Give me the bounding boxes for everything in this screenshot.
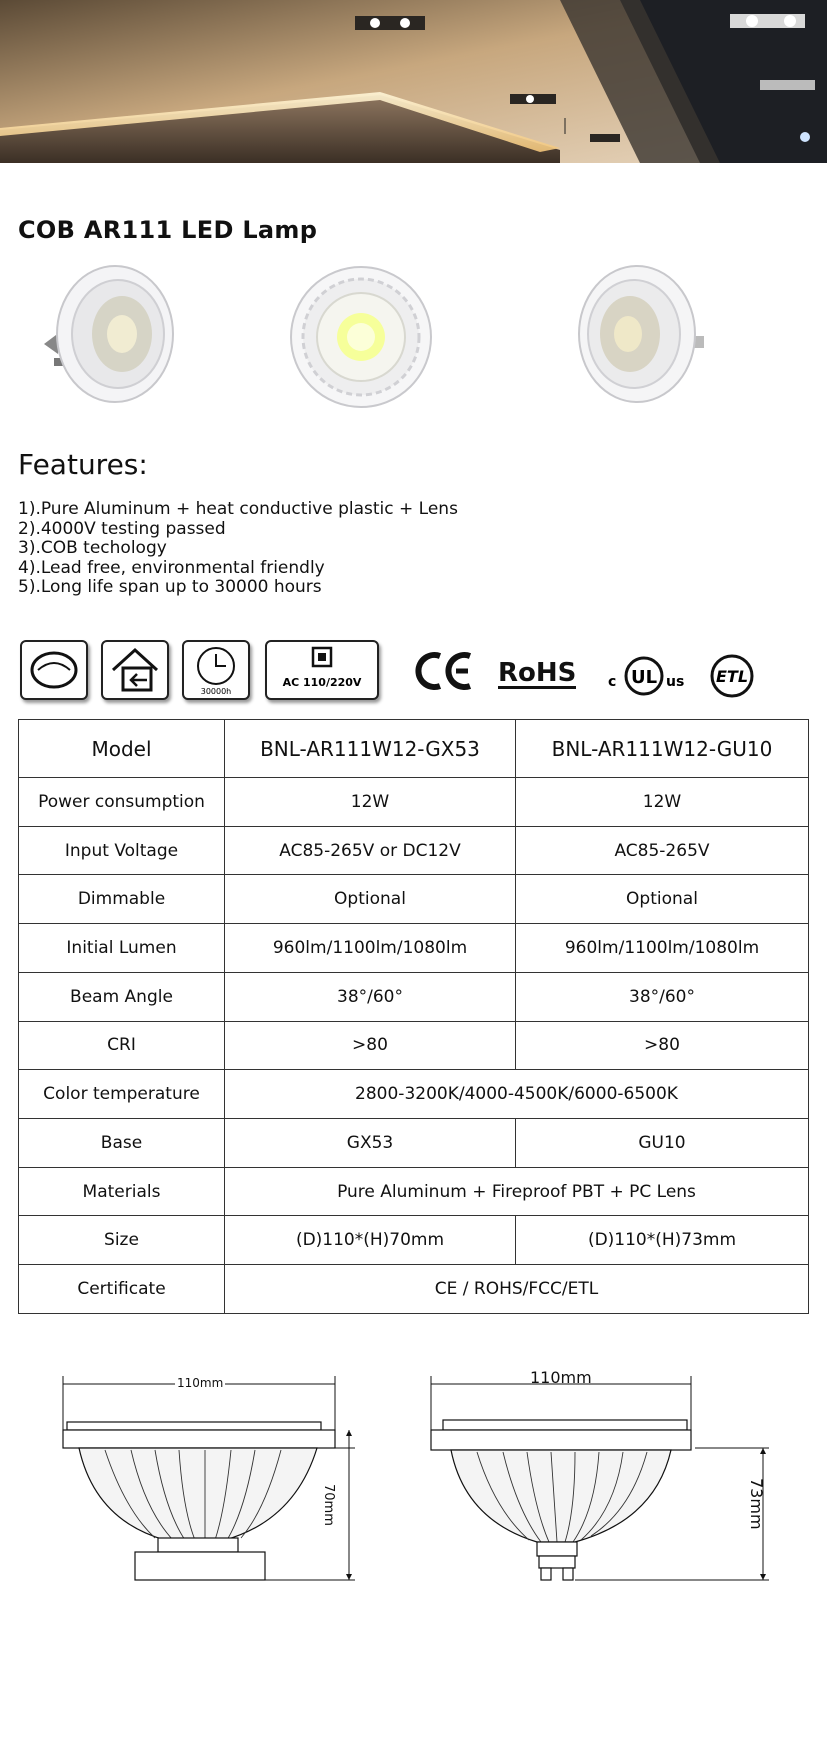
row-value: 38°/60° bbox=[516, 972, 809, 1021]
row-value: 960lm/1100lm/1080lm bbox=[516, 924, 809, 973]
row-value: GU10 bbox=[516, 1119, 809, 1168]
spec-table bbox=[18, 719, 809, 1314]
row-value: 12W bbox=[516, 778, 809, 827]
row-value-merged: Pure Aluminum + Fireproof PBT + PC Lens bbox=[225, 1167, 809, 1216]
table-row bbox=[19, 875, 809, 924]
features-list bbox=[18, 500, 458, 598]
table-row bbox=[19, 1167, 809, 1216]
etl-text: ETL bbox=[715, 667, 749, 686]
table-row bbox=[19, 1265, 809, 1314]
lamp-side-right-image bbox=[572, 262, 722, 412]
ul-text: UL bbox=[630, 667, 658, 688]
gx53-width-label: 110mm bbox=[177, 1376, 224, 1390]
row-value: GX53 bbox=[225, 1119, 516, 1168]
gu10-height-label: 73mm bbox=[747, 1478, 766, 1530]
row-value: >80 bbox=[225, 1021, 516, 1070]
table-row bbox=[19, 1216, 809, 1265]
row-label: Initial Lumen bbox=[19, 924, 225, 973]
etl-mark bbox=[704, 654, 760, 705]
voltage-badge-label: AC 110/220V bbox=[282, 676, 362, 689]
row-value: AC85-265V or DC12V bbox=[225, 826, 516, 875]
row-value-merged: CE / ROHS/FCC/ETL bbox=[225, 1265, 809, 1314]
header-cell: BNL-AR111W12-GX53 bbox=[225, 720, 516, 778]
row-value: Optional bbox=[516, 875, 809, 924]
table-row bbox=[19, 924, 809, 973]
gx53-dimension-drawing bbox=[55, 1370, 375, 1595]
table-row bbox=[19, 972, 809, 1021]
feature-item: 1).Pure Aluminum + heat conductive plastic + Lens bbox=[18, 499, 458, 519]
feature-item: 2).4000V testing passed bbox=[18, 518, 226, 539]
lamp-front-image bbox=[276, 262, 446, 412]
gx53-height-label: 70mm bbox=[321, 1484, 336, 1526]
row-label: Base bbox=[19, 1119, 225, 1168]
row-value-merged: 2800-3200K/4000-4500K/6000-6500K bbox=[225, 1070, 809, 1119]
lamp-side-left-image bbox=[30, 262, 180, 412]
row-label: Color temperature bbox=[19, 1070, 225, 1119]
ce-mark bbox=[414, 650, 478, 697]
header-cell: BNL-AR111W12-GU10 bbox=[516, 720, 809, 778]
table-row bbox=[19, 1119, 809, 1168]
hero-ceiling-photo bbox=[0, 0, 827, 163]
table-header-row bbox=[19, 720, 809, 778]
row-value: 38°/60° bbox=[225, 972, 516, 1021]
feature-item: 5).Long life span up to 30000 hours bbox=[18, 577, 322, 597]
gu10-dimension-drawing bbox=[425, 1370, 785, 1595]
row-value: Optional bbox=[225, 875, 516, 924]
row-value: >80 bbox=[516, 1021, 809, 1070]
gu10-width-label: 110mm bbox=[530, 1368, 592, 1387]
lifespan-clock-icon bbox=[182, 640, 250, 700]
table-row bbox=[19, 1070, 809, 1119]
row-label: CRI bbox=[19, 1021, 225, 1070]
header-cell: Model bbox=[19, 720, 225, 778]
cul-us-mark bbox=[606, 656, 694, 701]
voltage-icon bbox=[265, 640, 379, 700]
indoor-use-icon bbox=[101, 640, 169, 700]
table-row bbox=[19, 826, 809, 875]
ul-us-text: us bbox=[666, 674, 685, 690]
feature-item: 4).Lead free, environmental friendly bbox=[18, 557, 325, 578]
row-value: 960lm/1100lm/1080lm bbox=[225, 924, 516, 973]
rohs-mark: RoHS bbox=[498, 658, 577, 688]
product-title: COB AR111 LED Lamp bbox=[18, 216, 318, 244]
row-label: Materials bbox=[19, 1167, 225, 1216]
beam-angle-icon bbox=[20, 640, 88, 700]
row-value: (D)110*(H)73mm bbox=[516, 1216, 809, 1265]
table-row bbox=[19, 778, 809, 827]
row-label: Beam Angle bbox=[19, 972, 225, 1021]
table-row bbox=[19, 1021, 809, 1070]
row-value: 12W bbox=[225, 778, 516, 827]
row-value: (D)110*(H)70mm bbox=[225, 1216, 516, 1265]
features-heading: Features: bbox=[18, 448, 148, 481]
row-label: Size bbox=[19, 1216, 225, 1265]
ul-c-text: c bbox=[608, 674, 617, 690]
row-label: Input Voltage bbox=[19, 826, 225, 875]
row-label: Power consumption bbox=[19, 778, 225, 827]
feature-item: 3).COB techology bbox=[18, 538, 167, 558]
hours-badge-label: 30000h bbox=[200, 687, 232, 696]
row-label: Dimmable bbox=[19, 875, 225, 924]
row-label: Certificate bbox=[19, 1265, 225, 1314]
row-value: AC85-265V bbox=[516, 826, 809, 875]
